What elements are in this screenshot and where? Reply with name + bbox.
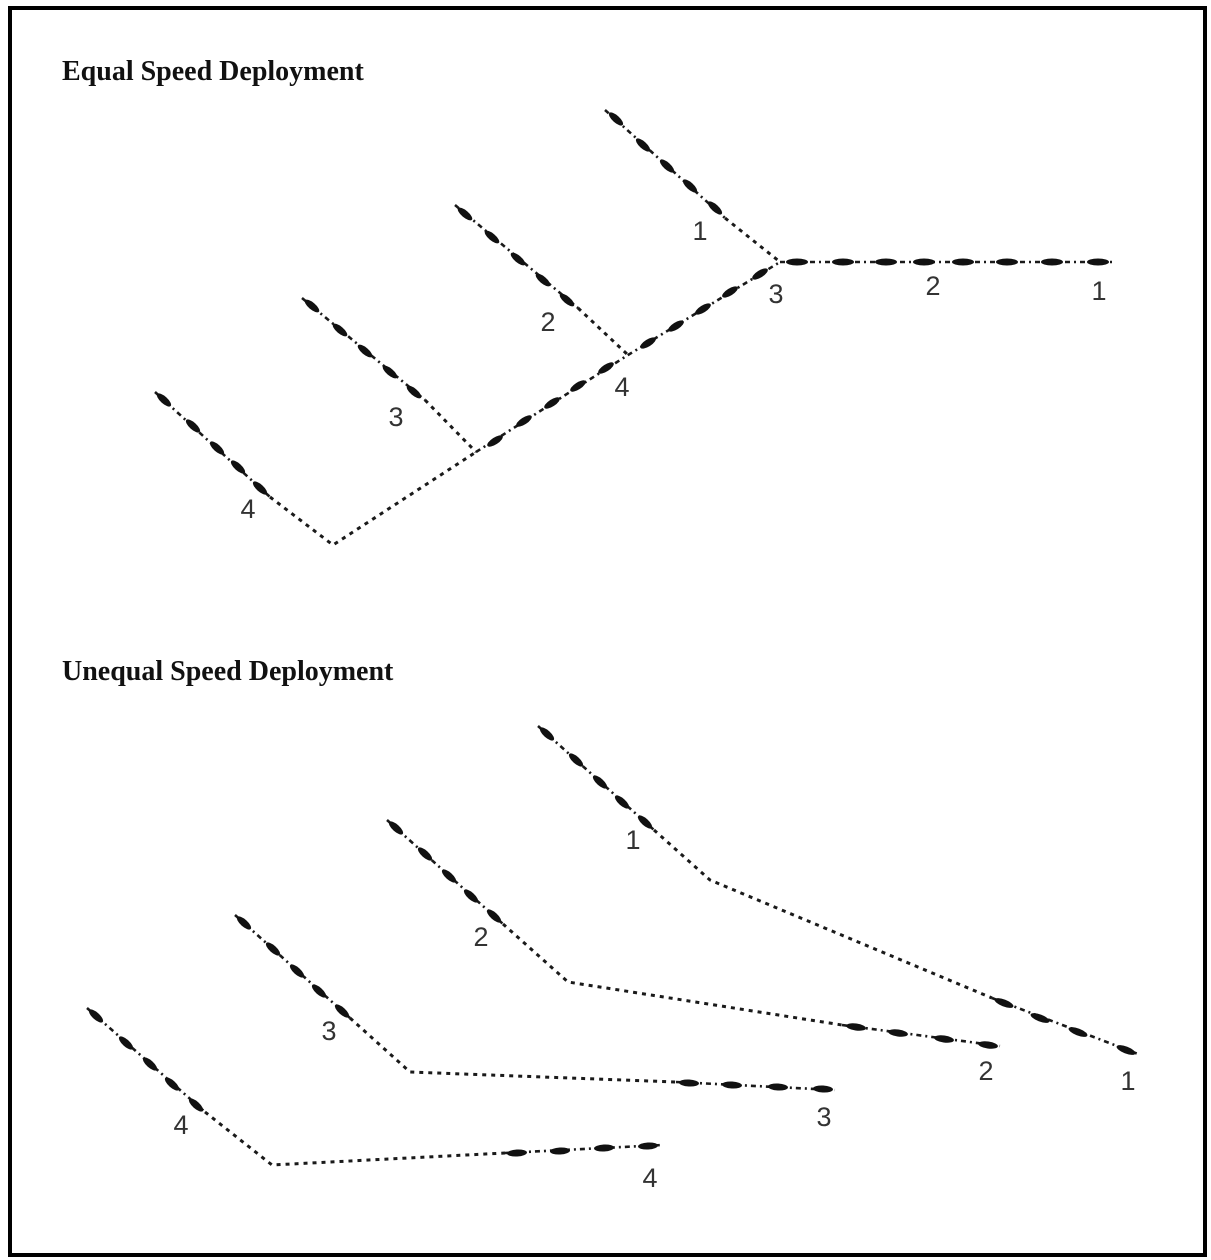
vessel-icon [638, 1142, 658, 1150]
vessel-icon [934, 1034, 955, 1044]
equal-path-vessel-4-turn [270, 452, 476, 545]
vessel-icon [1029, 1011, 1050, 1025]
vessel-icon [538, 725, 556, 742]
unequal-label-vessel-4: 4 [173, 1110, 189, 1140]
vessel-icon [721, 284, 740, 299]
equal-label-vessel-4: 4 [240, 494, 256, 524]
vessel-icon [679, 1079, 699, 1087]
unequal-label-vessel-2: 2 [473, 922, 489, 952]
vessel-icon [634, 136, 652, 153]
vessel-icon [888, 1028, 909, 1038]
equal-label-vessel-2: 2 [540, 307, 556, 337]
vessel-icon [607, 110, 625, 127]
unequal-label-position-4: 4 [642, 1163, 658, 1193]
vessel-icon [952, 259, 974, 266]
vessel-icon [567, 751, 585, 768]
vessel-icon [483, 229, 501, 246]
vessel-icon [1087, 259, 1109, 266]
vessel-icon [681, 177, 699, 194]
vessel-icon [832, 259, 854, 266]
vessel-icon [591, 773, 609, 790]
vessel-icon [187, 1096, 205, 1113]
unequal-speed-title: Unequal Speed Deployment [62, 656, 394, 687]
vessel-icon [356, 343, 374, 360]
equal-speed-title: Equal Speed Deployment [62, 56, 364, 87]
equal-path-vessel-2-turn [578, 308, 628, 355]
vessel-icon [155, 391, 173, 408]
vessel-icon [1067, 1025, 1088, 1039]
equal-label-position-1: 1 [1091, 276, 1107, 306]
vessel-icon [993, 996, 1014, 1010]
unequal-path-vessel-1 [654, 830, 992, 998]
vessel-icon [462, 887, 480, 904]
vessel-icon [331, 322, 349, 339]
vessel-icon [813, 1085, 833, 1093]
vessel-icon [534, 272, 552, 289]
vessel-icon [440, 867, 458, 884]
vessel-icon [235, 914, 253, 931]
vessel-icon [184, 417, 202, 434]
vessel-icon [978, 1040, 999, 1050]
vessel-icon [1041, 259, 1063, 266]
vessel-icon [486, 433, 505, 449]
equal-label-position-4: 4 [614, 372, 630, 402]
equal-speed-panel [155, 110, 1112, 545]
vessel-icon [875, 259, 897, 266]
vessel-icon [509, 251, 527, 268]
equal-label-vessel-1: 1 [692, 216, 708, 246]
vessel-icon [613, 793, 631, 810]
vessel-icon [913, 259, 935, 266]
vessel-icon [303, 298, 321, 315]
vessel-icon [456, 206, 474, 223]
vessel-icon [569, 378, 588, 394]
unequal-label-vessel-1: 1 [625, 825, 641, 855]
unequal-track-vessel-3-final [676, 1082, 835, 1090]
vessel-icon [163, 1075, 181, 1092]
equal-label-position-2: 2 [925, 271, 941, 301]
vessel-icon [597, 360, 616, 376]
unequal-label-position-3: 3 [816, 1102, 832, 1132]
vessel-icon [381, 364, 399, 381]
equal-label-position-3: 3 [768, 279, 784, 309]
vessel-icon [594, 1144, 614, 1152]
unequal-path-vessel-3 [350, 1018, 676, 1082]
unequal-speed-panel [87, 725, 1138, 1193]
equal-vessels [155, 110, 1109, 496]
vessel-icon [208, 439, 226, 456]
vessel-icon [515, 413, 534, 429]
unequal-vessels [87, 725, 1137, 1157]
vessel-icon [416, 845, 434, 862]
unequal-label-position-1: 1 [1120, 1066, 1136, 1096]
vessel-icon [996, 259, 1018, 266]
vessel-icon [405, 384, 423, 401]
vessel-icon [846, 1022, 867, 1032]
unequal-track-vessel-1-final [992, 998, 1138, 1054]
vessel-icon [786, 259, 808, 266]
vessel-icon [706, 199, 724, 216]
vessel-icon [507, 1149, 527, 1157]
equal-path-vessel-3-turn [425, 400, 476, 452]
vessel-icon [264, 940, 282, 957]
vessel-icon [558, 292, 576, 309]
unequal-label-vessel-3: 3 [321, 1016, 337, 1046]
vessel-icon [229, 458, 247, 475]
vessel-icon [658, 157, 676, 174]
vessel-icon [387, 819, 405, 836]
vessel-icon [694, 301, 713, 316]
vessel-icon [141, 1055, 159, 1072]
vessel-icon [722, 1081, 742, 1089]
vessel-icon [543, 395, 562, 411]
unequal-label-position-2: 2 [978, 1056, 994, 1086]
vessel-icon [288, 962, 306, 979]
vessel-icon [550, 1147, 570, 1155]
vessel-icon [310, 982, 328, 999]
vessel-icon [768, 1083, 788, 1091]
unequal-path-vessel-2 [503, 924, 842, 1025]
equal-path-vessel-1-turn [725, 218, 780, 262]
vessel-icon [117, 1034, 135, 1051]
vessel-icon [639, 335, 658, 350]
unequal-path-vessel-4 [205, 1112, 505, 1165]
vessel-icon [87, 1007, 105, 1024]
vessel-icon [751, 266, 770, 281]
equal-label-vessel-3: 3 [388, 402, 404, 432]
vessel-icon [667, 318, 686, 333]
